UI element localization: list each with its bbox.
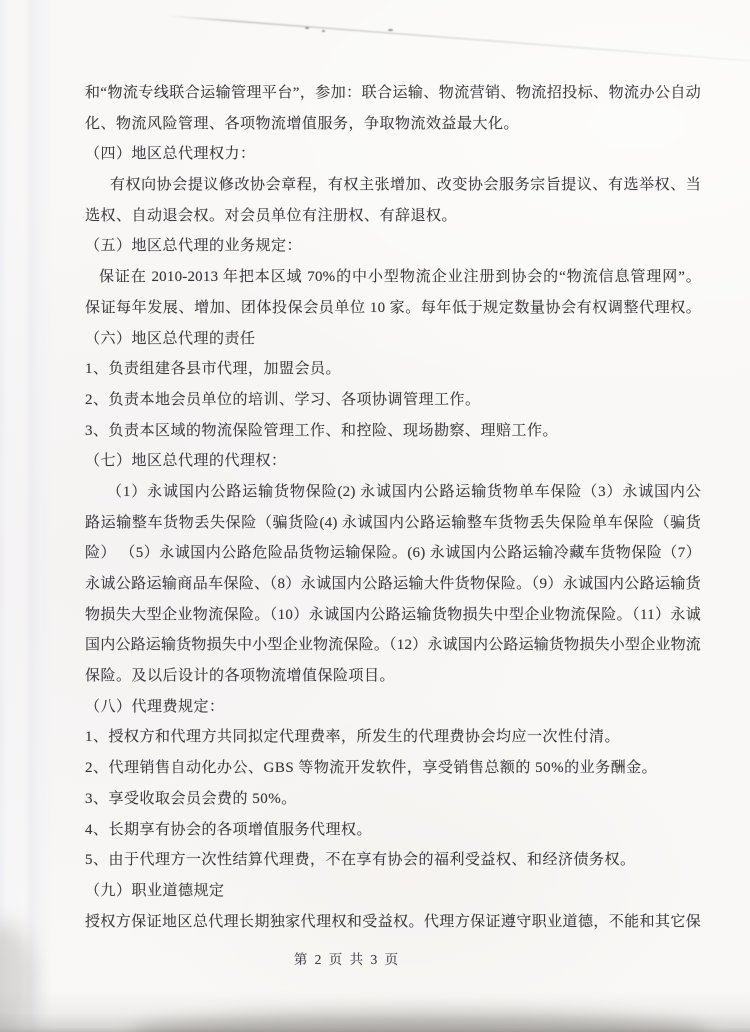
- text-line: （八）代理费规定：: [85, 698, 225, 715]
- text-line: 保险。及以后设计的各项物流增值保险项目。: [85, 668, 396, 685]
- scan-speck: [388, 29, 393, 31]
- text-line: 选权、自动退会权。对会员单位有注册权、有辞退权。: [85, 207, 458, 224]
- text-line: 化、物流风险管理、各项物流增值服务，争取物流效益最大化。: [85, 115, 520, 132]
- text-line: 3、享受收取会员会费的 50%。: [85, 790, 297, 807]
- text-line: （五）地区总代理的业务规定：: [85, 238, 303, 255]
- text-line: 3、负责本区域的物流保险管理工作、和控险、现场勘察、理赔工作。: [85, 422, 559, 439]
- text-line: 2、负责本地会员单位的培训、学习、各项协调管理工作。: [85, 391, 481, 408]
- text-line: 保证每年发展、增加、团体投保会员单位 10 家。每年低于规定数量协会有权调整代理权。: [85, 299, 701, 316]
- text-line: 保证在 2010-2013 年把本区域 70%的中小型物流企业注册到协会的“物流信息管理网”。: [99, 269, 701, 286]
- text-line: 国内公路运输货物损失中小型企业物流保险。（12）永诚国内公路运输货物损失小型企业物流: [85, 637, 701, 654]
- text-line: （九）职业道德规定: [85, 882, 225, 899]
- text-line: （四）地区总代理权力：: [85, 146, 256, 163]
- text-line: （七）地区总代理的代理权：: [85, 453, 287, 470]
- scan-bottom-shadow: [0, 990, 750, 1032]
- document-body: [85, 78, 701, 937]
- text-line: （六）地区总代理的责任: [85, 330, 256, 347]
- text-line: 物损失大型企业物流保险。（10）永诚国内公路运输货物损失中型企业物流保险。（11）永诚: [85, 606, 701, 623]
- text-line: 永诚公路运输商品车保险、（8）永诚国内公路运输大件货物保险。（9）永诚国内公路运输货: [85, 576, 701, 592]
- page-footer: 第 2 页 共 3 页: [293, 952, 401, 967]
- text-line: 2、代理销售自动化办公、GBS 等物流开发软件，享受销售总额的 50%的业务酬金。: [85, 760, 658, 777]
- text-line: 险） （5）永诚国内公路危险品货物运输保险。(6) 永诚国内公路运输冷藏车货物保险（7）: [85, 545, 701, 562]
- text-line: 4、长期享有协会的各项增值服务代理权。: [85, 821, 373, 838]
- text-line: 1、授权方和代理方共同拟定代理费率，所发生的代理费协会均应一次性付清。: [85, 729, 621, 746]
- text-line: 授权方保证地区总代理长期独家代理权和受益权。代理方保证遵守职业道德，不能和其它保: [85, 913, 701, 930]
- text-line: （1）永诚国内公路运输货物保险(2) 永诚国内公路运输货物单车保险（3）永诚国内公: [107, 483, 701, 500]
- text-line: 和“物流专线联合运输管理平台”，参加：联合运输、物流营销、物流招投标、物流办公自动: [85, 85, 701, 101]
- scan-speck: [322, 30, 325, 32]
- text-line: 路运输整车货物丢失保险（骗货险(4) 永诚国内公路运输整车货物丢失保险单车保险（骗货: [85, 514, 701, 531]
- text-line: 5、由于代理方一次性结算代理费，不在享有协会的福利受益权、和经济债务权。: [85, 852, 636, 869]
- scan-speck: [305, 27, 309, 29]
- text-line: 有权向协会提议修改协会章程，有权主张增加、改变协会服务宗旨提议、有选举权、当: [110, 177, 701, 194]
- text-line: 1、负责组建各县市代理，加盟会员。: [85, 361, 342, 378]
- scan-crease-artifact: [168, 15, 750, 63]
